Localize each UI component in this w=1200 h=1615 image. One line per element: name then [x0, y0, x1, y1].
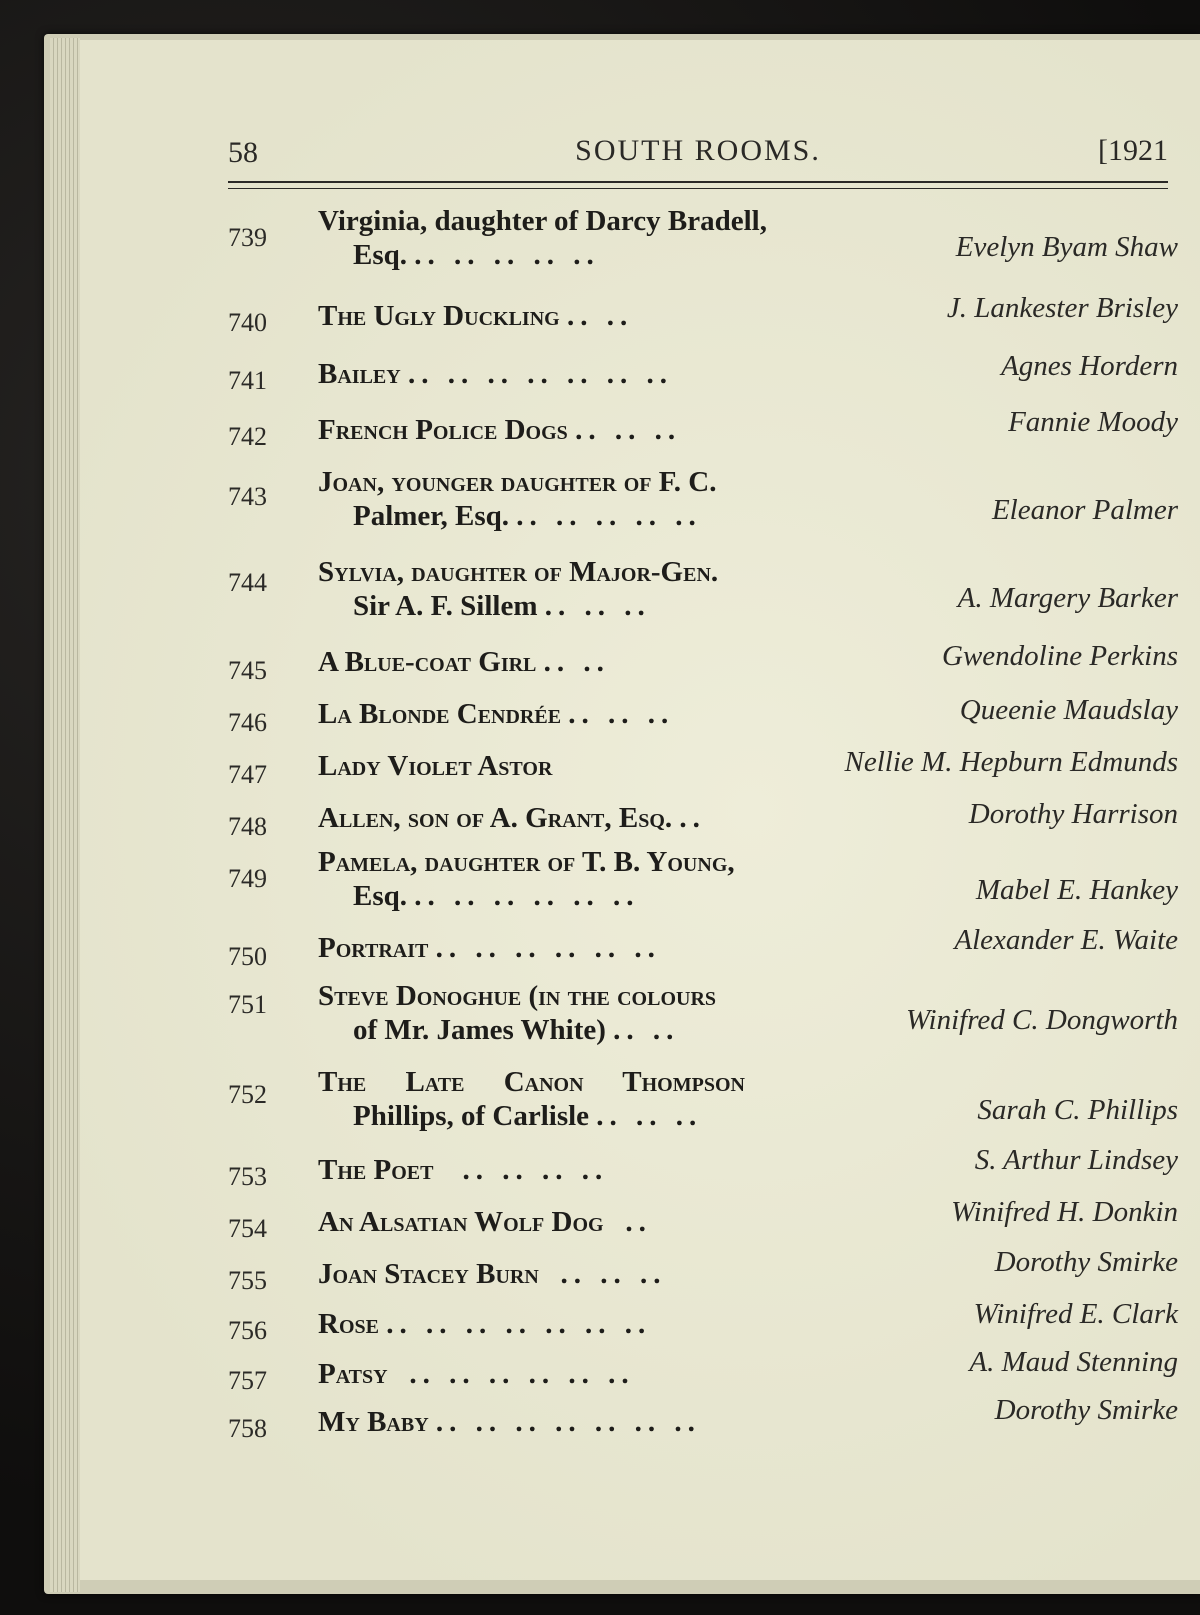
- artist-name: Queenie Maudslay: [959, 694, 1178, 726]
- artist-name: S. Arthur Lindsey: [974, 1144, 1178, 1176]
- artist-name: Eleanor Palmer: [991, 494, 1178, 526]
- entry-title: Bailey .. .. .. .. .. .. ..: [318, 358, 673, 390]
- entry-title: Sylvia, daughter of Major-Gen.: [318, 556, 719, 588]
- header-rule: [228, 181, 1168, 183]
- entry-title: Pamela, daughter of T. B. Young,: [318, 846, 735, 878]
- year-marker: [1921: [1098, 134, 1168, 167]
- page-header: [228, 130, 1168, 170]
- entry-number: 749: [228, 864, 267, 893]
- artist-name: A. Maud Stenning: [969, 1346, 1178, 1378]
- artist-name: J. Lankester Brisley: [946, 292, 1178, 324]
- entry-title: Lady Violet Astor: [318, 750, 553, 782]
- entry-number: 747: [228, 760, 267, 789]
- entry-number: 746: [228, 708, 267, 737]
- entry-number: 741: [228, 366, 267, 395]
- entry-title: La Blonde Cendrée .. .. ..: [318, 698, 675, 730]
- entry-title: The Poet .. .. .. ..: [318, 1154, 609, 1186]
- entry-title-continued: of Mr. James White) .. ..: [353, 1014, 680, 1046]
- entry-title-continued: Palmer, Esq. .. .. .. .. ..: [353, 500, 702, 532]
- entry-title: French Police Dogs .. .. ..: [318, 414, 682, 446]
- entry-number: 748: [228, 812, 267, 841]
- entry-title-continued: Esq. .. .. .. .. .. ..: [353, 880, 640, 912]
- entry-title: Steve Donoghue (in the colours: [318, 980, 717, 1012]
- entry-number: 739: [228, 223, 267, 252]
- entry-title: Joan Stacey Burn .. .. ..: [318, 1258, 667, 1290]
- entry-title: Patsy .. .. .. .. .. ..: [318, 1358, 635, 1390]
- artist-name: Winifred E. Clark: [973, 1298, 1178, 1330]
- entry-number: 742: [228, 422, 267, 451]
- entry-number: 757: [228, 1366, 267, 1395]
- artist-name: Winifred C. Dongworth: [905, 1004, 1178, 1036]
- entry-title: Allen, son of A. Grant, Esq. ..: [318, 802, 706, 834]
- entry-number: 751: [228, 990, 267, 1019]
- section-title: SOUTH ROOMS.: [575, 134, 821, 167]
- page-number: 58: [228, 136, 258, 169]
- entry-title: Joan, younger daughter of F. C.: [318, 466, 717, 498]
- entry-title: The Ugly Duckling .. ..: [318, 300, 634, 332]
- entry-number: 752: [228, 1080, 267, 1109]
- artist-name: Dorothy Smirke: [994, 1246, 1178, 1278]
- artist-name: Alexander E. Waite: [954, 924, 1178, 956]
- artist-name: Winifred H. Donkin: [951, 1196, 1178, 1228]
- entry-title-continued: Phillips, of Carlisle .. .. ..: [353, 1100, 703, 1132]
- artist-name: Fannie Moody: [1008, 406, 1178, 438]
- artist-name: Nellie M. Hepburn Edmunds: [844, 746, 1178, 778]
- entry-title: Virginia, daughter of Darcy Bradell,: [318, 205, 767, 237]
- entry-number: 754: [228, 1214, 267, 1243]
- entry-title-continued: Sir A. F. Sillem .. .. ..: [353, 590, 651, 622]
- artist-name: Dorothy Smirke: [994, 1394, 1178, 1426]
- entry-title: My Baby .. .. .. .. .. .. ..: [318, 1406, 701, 1438]
- entry-number: 756: [228, 1316, 267, 1345]
- entry-number: 743: [228, 482, 267, 511]
- artist-name: Dorothy Harrison: [968, 798, 1178, 830]
- artist-name: Agnes Hordern: [1001, 350, 1178, 382]
- artist-name: Evelyn Byam Shaw: [955, 231, 1178, 263]
- header-rule-thin: [228, 188, 1168, 189]
- entry-title: An Alsatian Wolf Dog ..: [318, 1206, 652, 1238]
- entry-number: 753: [228, 1162, 267, 1191]
- entry-title: Rose .. .. .. .. .. .. ..: [318, 1308, 652, 1340]
- entry-title-continued: Esq. .. .. .. .. ..: [353, 239, 600, 271]
- entry-title: The Late Canon Thompson: [318, 1066, 745, 1098]
- entry-number: 744: [228, 568, 267, 597]
- artist-name: Sarah C. Phillips: [977, 1094, 1178, 1126]
- entry-title: Portrait .. .. .. .. .. ..: [318, 932, 661, 964]
- artist-name: A. Margery Barker: [957, 582, 1178, 614]
- entry-number: 755: [228, 1266, 267, 1295]
- artist-name: Mabel E. Hankey: [975, 874, 1178, 906]
- entry-number: 750: [228, 942, 267, 971]
- entry-number: 758: [228, 1414, 267, 1443]
- entry-number: 745: [228, 656, 267, 685]
- entry-number: 740: [228, 308, 267, 337]
- entry-title: A Blue-coat Girl .. ..: [318, 646, 610, 678]
- artist-name: Gwendoline Perkins: [942, 640, 1178, 672]
